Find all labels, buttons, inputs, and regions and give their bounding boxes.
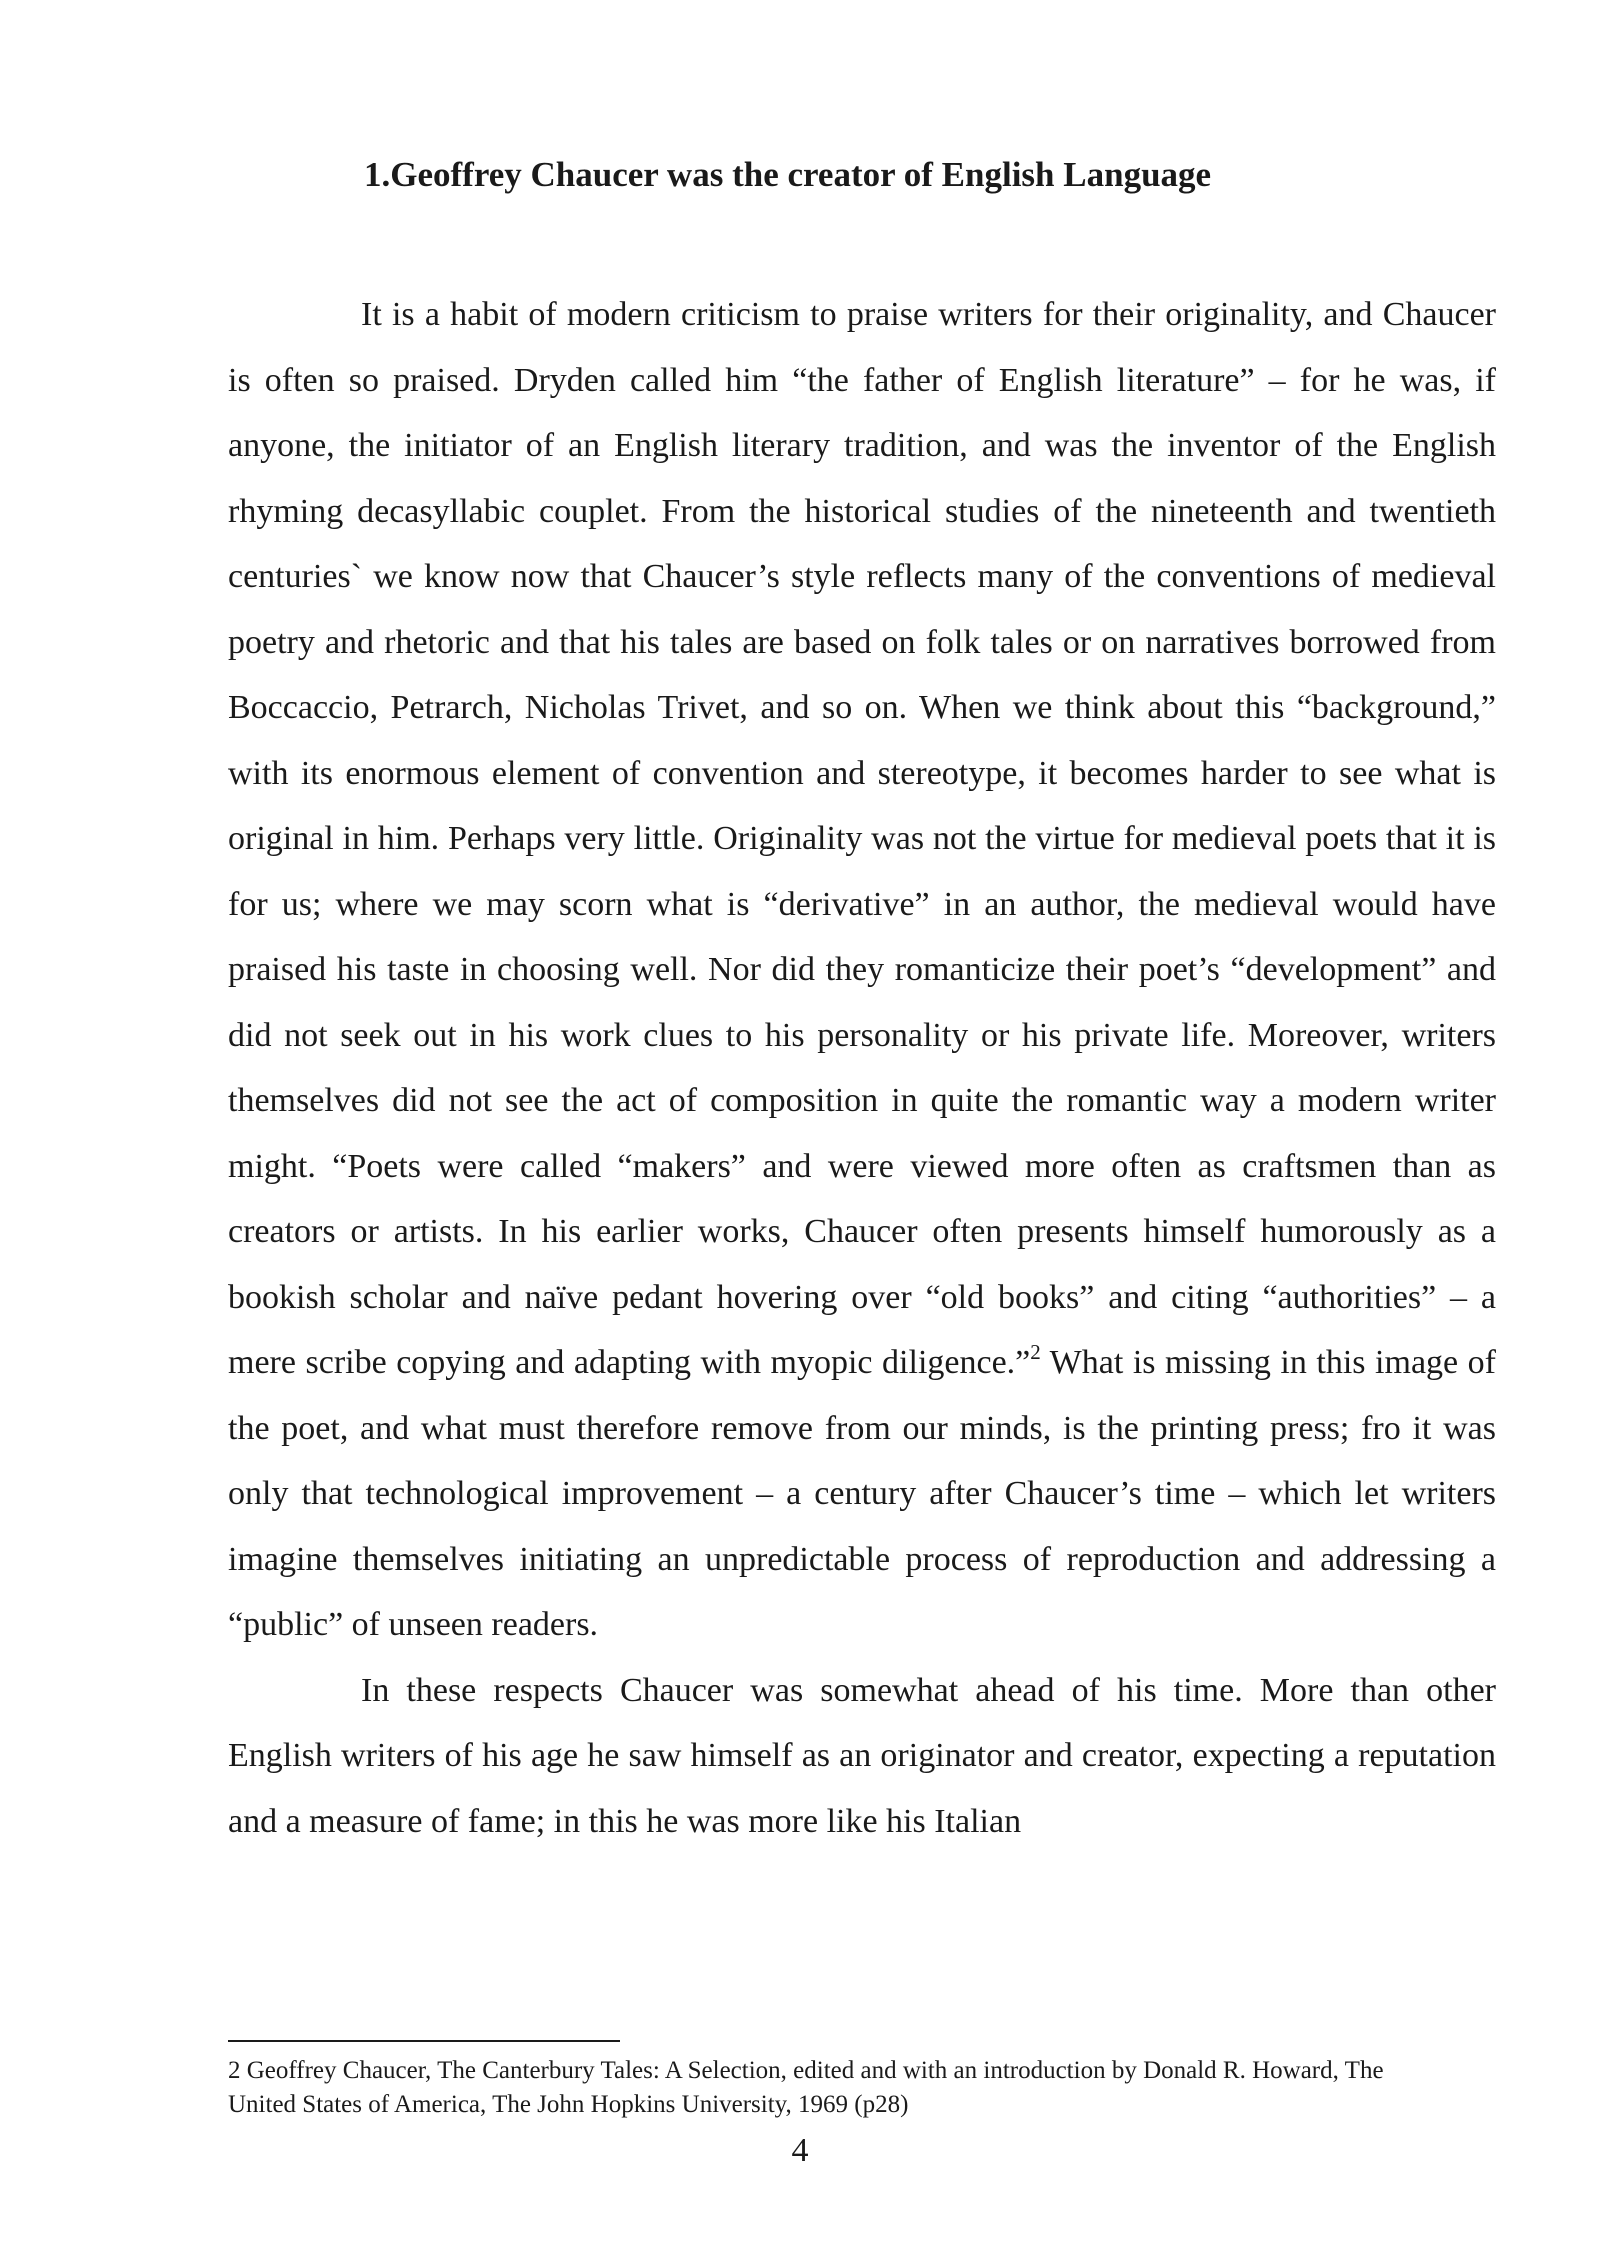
paragraph-1-text: It is a habit of modern criticism to praise writers for their originality, and Chaucer is often so praised. Dryden called him “the father of English literature” – for he was, if anyone, the initiator of an English literary tradition, and was the inventor of the English rhyming decasyllabic couplet. From the historical studies of the nineteenth and twentieth centuries` we know now that Chaucer’s style reflects many of the conventions of medieval poetry and rhetoric and that his tales are based on folk tales or on narratives borrowed from Boccaccio, Petrarch, Nicholas Trivet, and so on. When we think about this “background,” with its enormous element of convention and stereotype, it becomes harder to see what is original in him. Perhaps very little. Originality was not the virtue for medieval poets that it is for us; where we may scorn what is “derivative” in an author, the medieval would have praised his taste in choosing well. Nor did they romanticize their poet’s “development” and did not seek out in his work clues to his personality or his private life. Moreover, writers themselves did not see the act of composition in quite the romantic way a modern writer might. “Poets were called “makers” and were viewed more often as craftsmen than as creators or artists. In his earlier works, Chaucer often presents himself humorously as a bookish scholar and naïve pedant hovering over “old books” and citing “authorities” – a mere scribe copying and adapting with myopic diligence.” xyxy=(228,296,1496,1381)
footnote xyxy=(228,2054,1428,2122)
page-number: 4 xyxy=(791,2132,809,2169)
paragraph-1 xyxy=(228,282,1496,1658)
body-text xyxy=(228,282,1496,1854)
paragraph-1-continuation: What is missing in this image of the poet, and what must therefore remove from our minds, is the printing press; fro it was only that technological improvement – a century after Chaucer’s time – which let writers imagine themselves initiating an unpredictable process of reproduction and addressing a “public” of unseen readers. xyxy=(228,1344,1496,1643)
footnote-number: 2 xyxy=(228,2057,241,2084)
footnote-text: Geoffrey Chaucer, The Canterbury Tales: A Selection, edited and with an introduction by Donald R. Howard, The United States of America, The John Hopkins University, 1969 (p28) xyxy=(228,2057,1384,2118)
footnote-separator xyxy=(228,2040,620,2042)
paragraph-2: In these respects Chaucer was somewhat ahead of his time. More than other English writers of his age he saw himself as an originator and creator, expecting a reputation and a measure of fame; in this he was more like his Italian xyxy=(228,1671,1496,1840)
footnote-reference[interactable]: 2 xyxy=(1030,1340,1041,1364)
section-heading: 1.Geoffrey Chaucer was the creator of English Language xyxy=(364,155,1212,194)
